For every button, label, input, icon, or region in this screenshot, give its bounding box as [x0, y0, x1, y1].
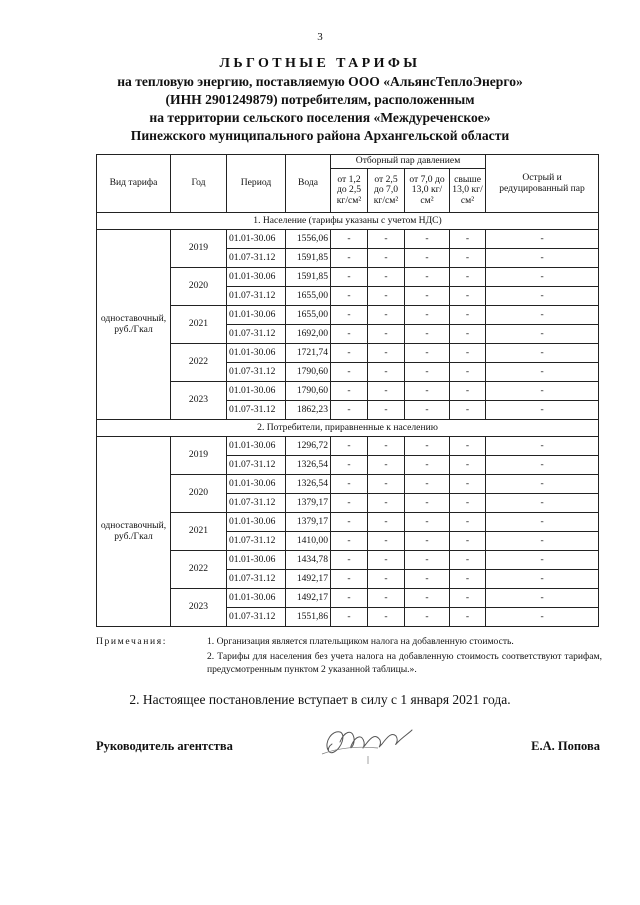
period-cell: 01.07-31.12 — [227, 363, 286, 382]
empty-value-cell: - — [405, 268, 450, 287]
empty-value-cell: - — [486, 306, 599, 325]
empty-value-cell: - — [331, 513, 368, 532]
period-cell: 01.01-30.06 — [227, 513, 286, 532]
water-value-cell: 1862,23 — [286, 401, 331, 420]
period-cell: 01.01-30.06 — [227, 475, 286, 494]
empty-value-cell: - — [368, 570, 405, 589]
table-row — [97, 513, 599, 532]
year-cell: 2021 — [171, 513, 227, 551]
period-cell: 01.01-30.06 — [227, 230, 286, 249]
period-cell: 01.01-30.06 — [227, 589, 286, 608]
empty-value-cell: - — [486, 437, 599, 456]
section-header-row — [97, 420, 599, 437]
empty-value-cell: - — [368, 268, 405, 287]
empty-value-cell: - — [486, 249, 599, 268]
period-cell: 01.01-30.06 — [227, 306, 286, 325]
empty-value-cell: - — [368, 494, 405, 513]
empty-value-cell: - — [368, 249, 405, 268]
empty-value-cell: - — [405, 230, 450, 249]
empty-value-cell: - — [368, 344, 405, 363]
water-value-cell: 1379,17 — [286, 513, 331, 532]
empty-value-cell: - — [405, 551, 450, 570]
empty-value-cell: - — [368, 306, 405, 325]
effective-date-clause: 2. Настоящее постановление вступает в силу с 1 января 2021 года. — [129, 692, 511, 707]
title-line-4: на территории сельского поселения «Междуреченское» — [149, 110, 491, 125]
header-tariff-type: Вид тарифа — [97, 155, 171, 213]
section-header-row — [97, 213, 599, 230]
header-year: Год — [171, 155, 227, 213]
empty-value-cell: - — [486, 475, 599, 494]
empty-value-cell: - — [405, 249, 450, 268]
header-pressure-4: свыше 13,0 кг/см² — [450, 169, 486, 213]
period-cell: 01.01-30.06 — [227, 551, 286, 570]
title-line-5: Пинежского муниципального района Архангельской области — [130, 128, 510, 143]
empty-value-cell: - — [368, 551, 405, 570]
water-value-cell: 1492,17 — [286, 589, 331, 608]
note-2: 2. Тарифы для населения без учета налога на добавленную стоимость соответствуют тарифам, предусмотренным пунктом 2 указанной таблицы.». — [207, 651, 602, 675]
empty-value-cell: - — [405, 513, 450, 532]
empty-value-cell: - — [486, 513, 599, 532]
table-row — [97, 230, 599, 249]
tariff-type-cell: одноставочный, руб./Гкал — [97, 230, 171, 420]
empty-value-cell: - — [331, 268, 368, 287]
empty-value-cell: - — [368, 513, 405, 532]
empty-value-cell: - — [450, 589, 486, 608]
header-pressure-1: от 1,2 до 2,5 кг/см² — [331, 169, 368, 213]
period-cell: 01.07-31.12 — [227, 494, 286, 513]
empty-value-cell: - — [368, 363, 405, 382]
empty-value-cell: - — [405, 325, 450, 344]
empty-value-cell: - — [486, 551, 599, 570]
empty-value-cell: - — [405, 589, 450, 608]
empty-value-cell: - — [331, 401, 368, 420]
year-cell: 2023 — [171, 589, 227, 627]
period-cell: 01.01-30.06 — [227, 382, 286, 401]
empty-value-cell: - — [486, 608, 599, 627]
empty-value-cell: - — [331, 249, 368, 268]
empty-value-cell: - — [450, 363, 486, 382]
empty-value-cell: - — [486, 363, 599, 382]
empty-value-cell: - — [486, 570, 599, 589]
empty-value-cell: - — [405, 287, 450, 306]
title-line-3: (ИНН 2901249879) потребителям, расположенным — [165, 92, 475, 107]
empty-value-cell: - — [331, 437, 368, 456]
year-cell: 2023 — [171, 382, 227, 420]
water-value-cell: 1655,00 — [286, 306, 331, 325]
empty-value-cell: - — [368, 608, 405, 627]
empty-value-cell: - — [486, 456, 599, 475]
empty-value-cell: - — [450, 513, 486, 532]
table-row — [97, 268, 599, 287]
empty-value-cell: - — [486, 325, 599, 344]
empty-value-cell: - — [331, 456, 368, 475]
year-cell: 2022 — [171, 344, 227, 382]
period-cell: 01.07-31.12 — [227, 608, 286, 627]
period-cell: 01.07-31.12 — [227, 456, 286, 475]
document-title — [0, 55, 640, 145]
period-cell: 01.07-31.12 — [227, 287, 286, 306]
water-value-cell: 1296,72 — [286, 437, 331, 456]
empty-value-cell: - — [450, 608, 486, 627]
water-value-cell: 1655,00 — [286, 287, 331, 306]
table-row — [97, 344, 599, 363]
empty-value-cell: - — [486, 230, 599, 249]
year-cell: 2020 — [171, 268, 227, 306]
empty-value-cell: - — [405, 306, 450, 325]
empty-value-cell: - — [450, 344, 486, 363]
empty-value-cell: - — [331, 306, 368, 325]
year-cell: 2021 — [171, 306, 227, 344]
empty-value-cell: - — [368, 230, 405, 249]
empty-value-cell: - — [368, 456, 405, 475]
empty-value-cell: - — [331, 589, 368, 608]
water-value-cell: 1551,86 — [286, 608, 331, 627]
empty-value-cell: - — [368, 401, 405, 420]
header-water: Вода — [286, 155, 331, 213]
table-row — [97, 306, 599, 325]
empty-value-cell: - — [486, 401, 599, 420]
water-value-cell: 1692,00 — [286, 325, 331, 344]
empty-value-cell: - — [450, 325, 486, 344]
empty-value-cell: - — [368, 382, 405, 401]
year-cell: 2020 — [171, 475, 227, 513]
period-cell: 01.07-31.12 — [227, 325, 286, 344]
table-row — [97, 437, 599, 456]
empty-value-cell: - — [405, 363, 450, 382]
empty-value-cell: - — [368, 475, 405, 494]
water-value-cell: 1790,60 — [286, 382, 331, 401]
water-value-cell: 1434,78 — [286, 551, 331, 570]
water-value-cell: 1556,06 — [286, 230, 331, 249]
empty-value-cell: - — [405, 532, 450, 551]
empty-value-cell: - — [331, 570, 368, 589]
title-heading: ЛЬГОТНЫЕ ТАРИФЫ — [219, 56, 421, 71]
empty-value-cell: - — [331, 532, 368, 551]
header-selected-steam: Отборный пар давлением — [331, 155, 486, 169]
year-cell: 2019 — [171, 437, 227, 475]
water-value-cell: 1790,60 — [286, 363, 331, 382]
period-cell: 01.07-31.12 — [227, 532, 286, 551]
water-value-cell: 1326,54 — [286, 475, 331, 494]
notes-label: Примечания: — [96, 636, 167, 647]
period-cell: 01.07-31.12 — [227, 249, 286, 268]
empty-value-cell: - — [331, 287, 368, 306]
empty-value-cell: - — [486, 268, 599, 287]
empty-value-cell: - — [368, 437, 405, 456]
empty-value-cell: - — [405, 401, 450, 420]
period-cell: 01.01-30.06 — [227, 344, 286, 363]
empty-value-cell: - — [486, 287, 599, 306]
signatory-name: Е.А. Попова — [531, 739, 600, 753]
section-title: 2. Потребители, приравненные к населению — [97, 420, 599, 437]
empty-value-cell: - — [450, 551, 486, 570]
empty-value-cell: - — [331, 551, 368, 570]
empty-value-cell: - — [331, 475, 368, 494]
empty-value-cell: - — [405, 608, 450, 627]
header-sharp-steam: Острый и редуцированный пар — [486, 155, 599, 213]
header-period: Период — [227, 155, 286, 213]
year-cell: 2022 — [171, 551, 227, 589]
empty-value-cell: - — [405, 382, 450, 401]
empty-value-cell: - — [331, 325, 368, 344]
header-pressure-2: от 2,5 до 7,0 кг/см² — [368, 169, 405, 213]
empty-value-cell: - — [450, 456, 486, 475]
empty-value-cell: - — [331, 363, 368, 382]
period-cell: 01.07-31.12 — [227, 401, 286, 420]
empty-value-cell: - — [486, 532, 599, 551]
water-value-cell: 1721,74 — [286, 344, 331, 363]
note-1: 1. Организация является плательщиком налога на добавленную стоимость. — [207, 636, 514, 647]
empty-value-cell: - — [486, 382, 599, 401]
empty-value-cell: - — [405, 475, 450, 494]
water-value-cell: 1591,85 — [286, 268, 331, 287]
empty-value-cell: - — [368, 287, 405, 306]
empty-value-cell: - — [486, 494, 599, 513]
water-value-cell: 1492,17 — [286, 570, 331, 589]
table-row — [97, 382, 599, 401]
empty-value-cell: - — [450, 382, 486, 401]
section-title: 1. Население (тарифы указаны с учетом НДС) — [97, 213, 599, 230]
empty-value-cell: - — [450, 532, 486, 551]
empty-value-cell: - — [405, 344, 450, 363]
table-row — [97, 475, 599, 494]
period-cell: 01.07-31.12 — [227, 570, 286, 589]
header-pressure-3: от 7,0 до 13,0 кг/см² — [405, 169, 450, 213]
empty-value-cell: - — [368, 532, 405, 551]
empty-value-cell: - — [368, 589, 405, 608]
empty-value-cell: - — [450, 475, 486, 494]
empty-value-cell: - — [405, 437, 450, 456]
empty-value-cell: - — [450, 570, 486, 589]
empty-value-cell: - — [368, 325, 405, 344]
tariff-type-cell: одноставочный, руб./Гкал — [97, 437, 171, 627]
page-number: 3 — [317, 31, 323, 43]
water-value-cell: 1591,85 — [286, 249, 331, 268]
empty-value-cell: - — [331, 382, 368, 401]
empty-value-cell: - — [331, 344, 368, 363]
empty-value-cell: - — [486, 589, 599, 608]
empty-value-cell: - — [331, 494, 368, 513]
empty-value-cell: - — [450, 249, 486, 268]
empty-value-cell: - — [486, 344, 599, 363]
empty-value-cell: - — [450, 230, 486, 249]
title-line-2: на тепловую энергию, поставляемую ООО «АльянсТеплоЭнерго» — [117, 74, 523, 89]
signatory-position: Руководитель агентства — [96, 739, 233, 753]
water-value-cell: 1379,17 — [286, 494, 331, 513]
empty-value-cell: - — [331, 608, 368, 627]
empty-value-cell: - — [405, 570, 450, 589]
table-row — [97, 589, 599, 608]
empty-value-cell: - — [450, 494, 486, 513]
empty-value-cell: - — [450, 401, 486, 420]
handwritten-signature — [318, 718, 418, 770]
empty-value-cell: - — [405, 494, 450, 513]
water-value-cell: 1326,54 — [286, 456, 331, 475]
table-row — [97, 551, 599, 570]
empty-value-cell: - — [450, 287, 486, 306]
period-cell: 01.01-30.06 — [227, 437, 286, 456]
empty-value-cell: - — [450, 437, 486, 456]
tariff-table-body — [97, 213, 599, 627]
tariff-table — [96, 154, 599, 627]
empty-value-cell: - — [405, 456, 450, 475]
empty-value-cell: - — [331, 230, 368, 249]
year-cell: 2019 — [171, 230, 227, 268]
water-value-cell: 1410,00 — [286, 532, 331, 551]
period-cell: 01.01-30.06 — [227, 268, 286, 287]
empty-value-cell: - — [450, 268, 486, 287]
empty-value-cell: - — [450, 306, 486, 325]
